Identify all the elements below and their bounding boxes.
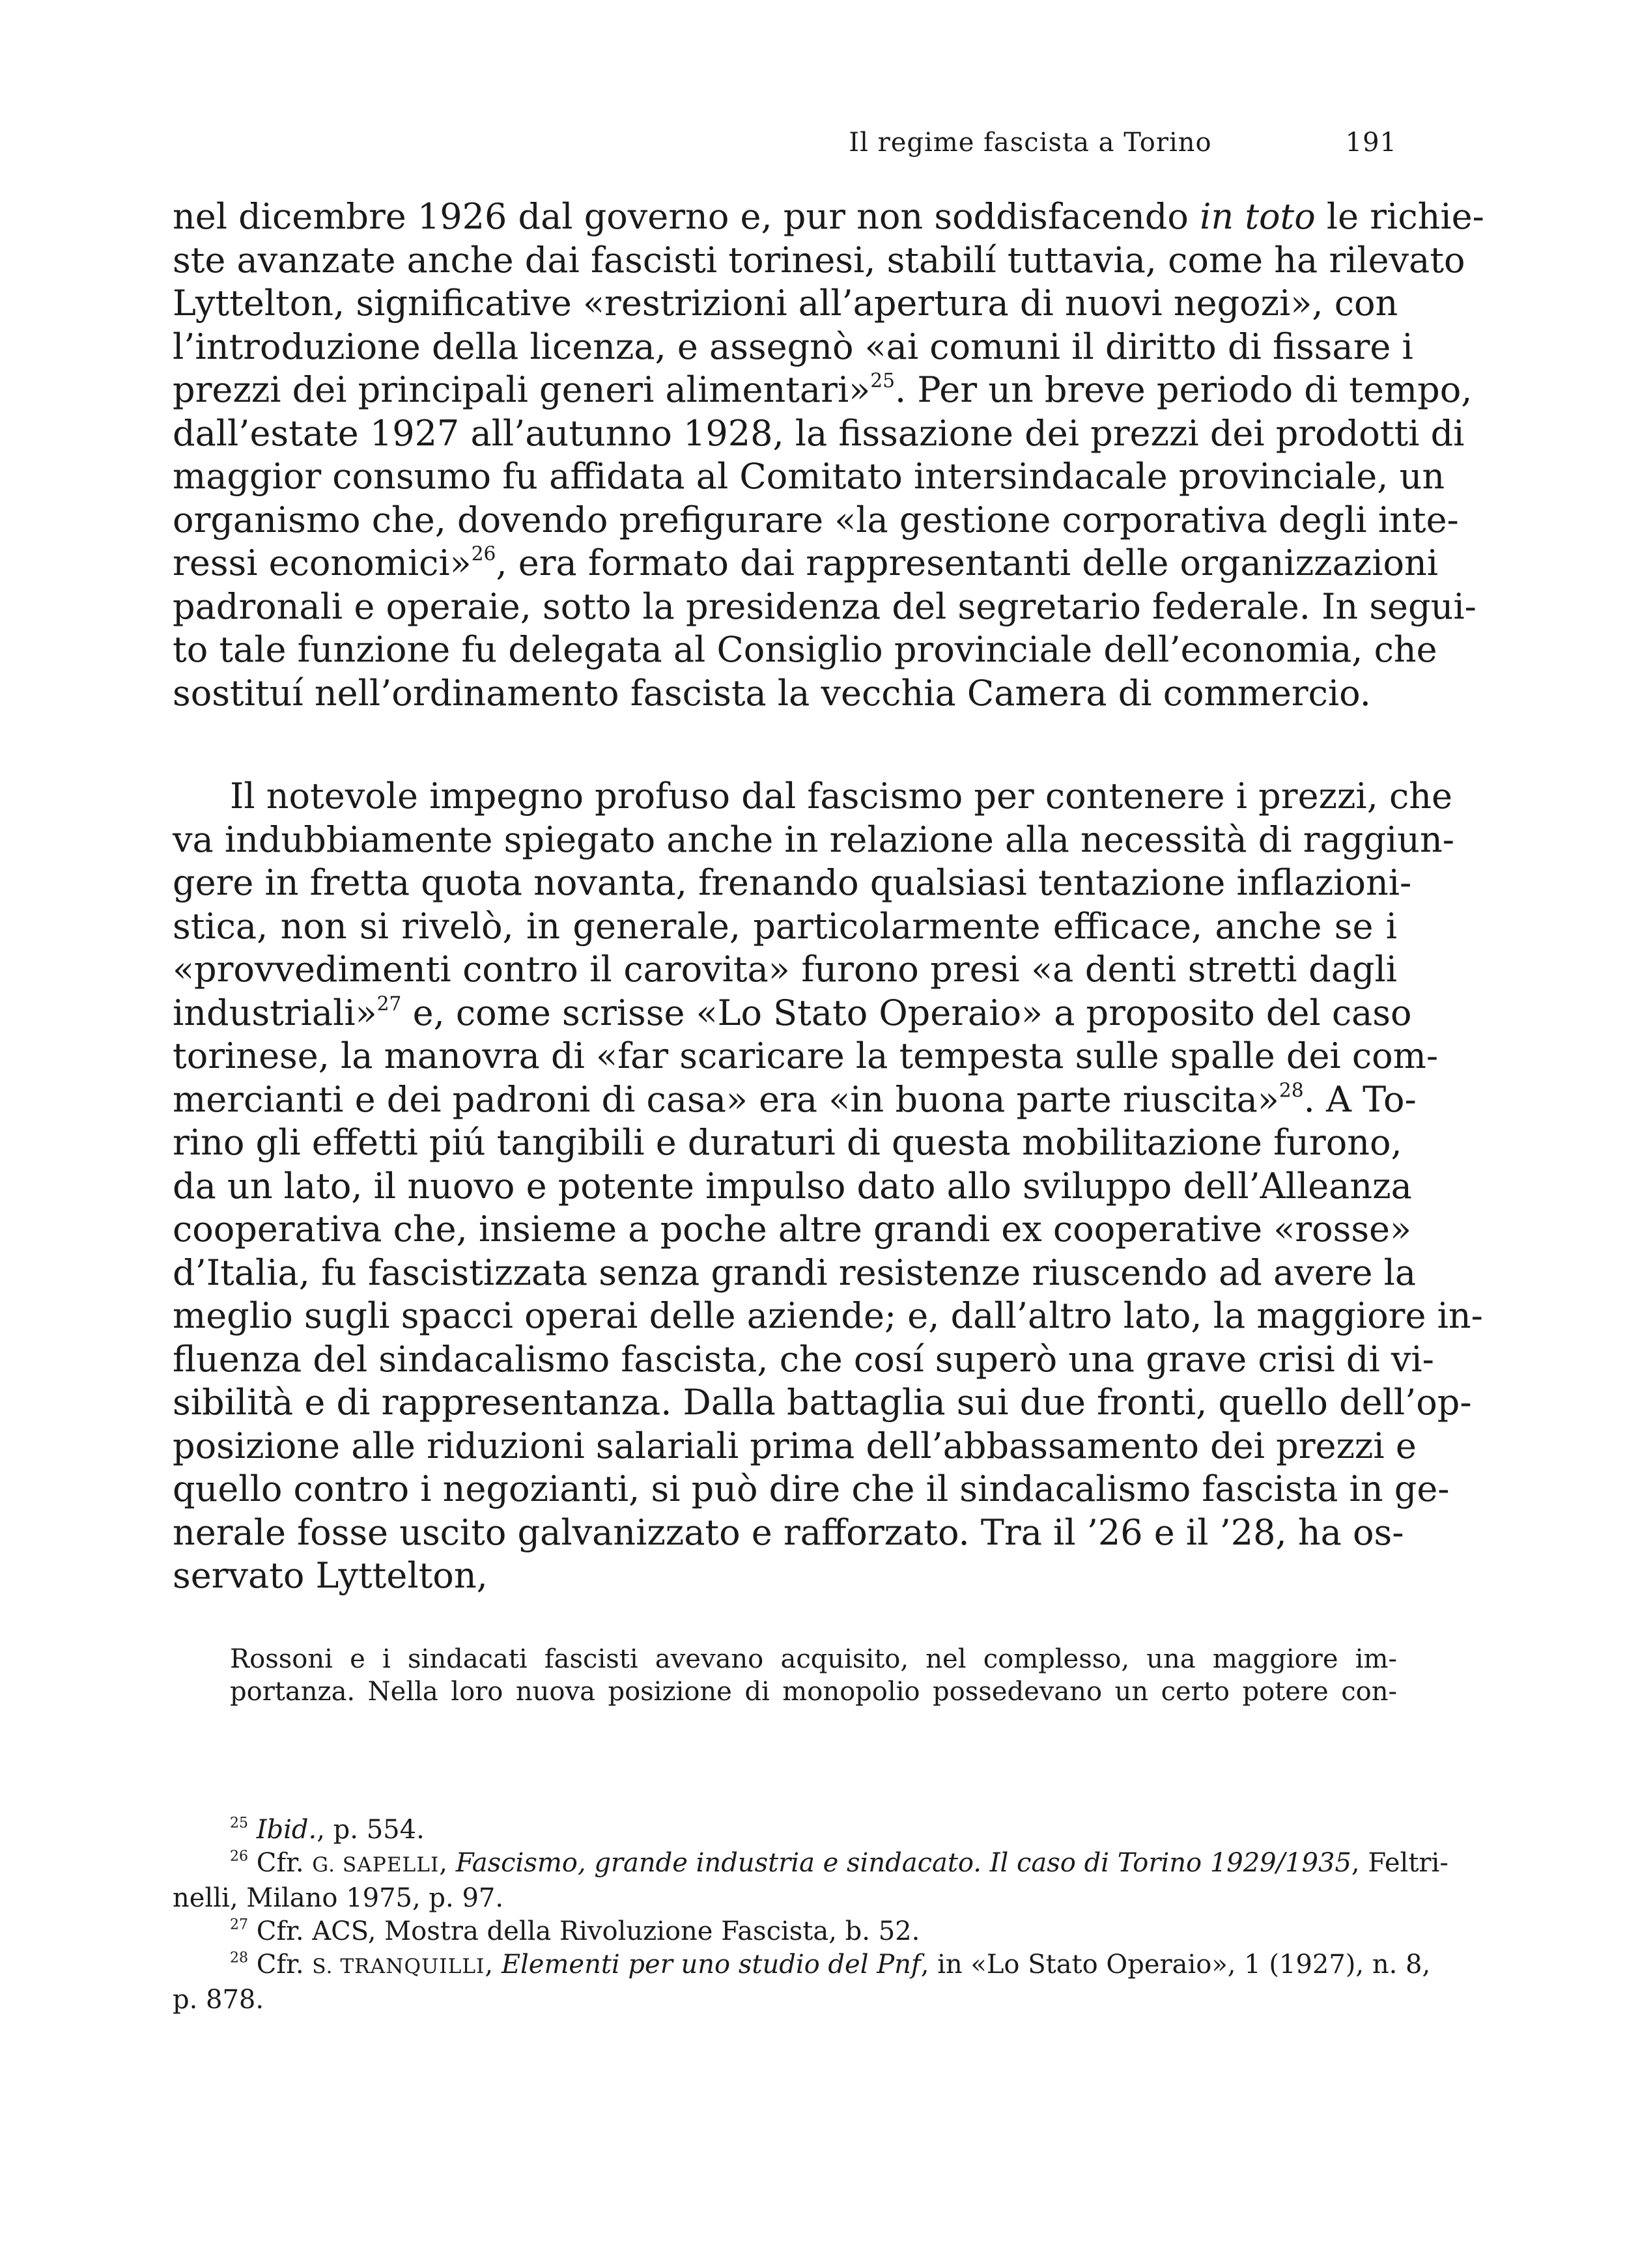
- text-run: . Per un breve periodo di tempo,: [895, 369, 1473, 410]
- footnote-ref: 27: [376, 992, 402, 1016]
- footnote-ref: 26: [230, 1848, 248, 1865]
- text-run: [248, 1815, 257, 1845]
- text-line: [173, 1915, 1397, 1948]
- text-line: [173, 1165, 1412, 1209]
- text-run: industriali»: [173, 992, 377, 1033]
- text-line: [173, 1847, 1448, 1882]
- text-line: [173, 1882, 1397, 1915]
- text-run: e, come scrisse «Lo Stato Operaio» a proposito del caso: [401, 992, 1412, 1033]
- footnote-ref: 28: [1279, 1079, 1304, 1102]
- footnote-ref: 25: [230, 1815, 248, 1832]
- body-paragraph-2: [173, 775, 1483, 1598]
- footnotes: [173, 1813, 1448, 2017]
- text-run: , Feltri-: [1351, 1848, 1448, 1878]
- text-line: [173, 1983, 1397, 2017]
- text-run: prezzi dei principali generi alimentari»: [173, 369, 871, 410]
- text-line: [173, 905, 1397, 949]
- text-line: [173, 1813, 1397, 1847]
- text-line: [173, 412, 1465, 456]
- text-run: mercianti e dei padroni di casa» era «in buona parte riuscita»: [173, 1078, 1279, 1120]
- text-run: Cfr. ACS, Mostra della Rivoluzione Fascista, b. 52.: [248, 1916, 920, 1946]
- text-run: le richie-: [1315, 196, 1484, 237]
- text-run: , era formato dai rappresentanti delle organizzazioni: [496, 542, 1439, 583]
- block-quote: [230, 1643, 1397, 1708]
- text-line: [173, 1338, 1434, 1382]
- text-line: [173, 819, 1454, 862]
- text-line: [230, 1675, 1397, 1708]
- text-run: portanza. Nella loro nuova posizione di monopolio possedevano un certo potere con-: [230, 1677, 1397, 1707]
- text-run: ,: [439, 1848, 456, 1878]
- text-line: [173, 672, 1397, 716]
- text-run: nel dicembre 1926 dal governo e, pur non soddisfacendo: [173, 196, 1200, 237]
- text-run: sibilità e di rappresentanza. Dalla battaglia sui due fronti, quello dell’op-: [173, 1382, 1472, 1423]
- text-line: [173, 585, 1477, 629]
- text-run: torinese, la manovra di «far scaricare la tempesta sulle spalle dei com-: [173, 1035, 1439, 1076]
- text-run: maggior consumo fu affidata al Comitato intersindacale provinciale, un: [173, 456, 1445, 497]
- text-run: Cfr.: [248, 1848, 313, 1878]
- text-run: quello contro i negozianti, si può dire che il sindacalismo fascista in ge-: [173, 1468, 1450, 1509]
- footnote-ref: 25: [870, 369, 896, 393]
- text-run: meglio sugli spacci operai delle aziende; e, dall’altro lato, la maggiore in-: [173, 1295, 1483, 1336]
- text-run: ,: [485, 1950, 502, 1980]
- text-line: [173, 1511, 1404, 1555]
- body-paragraph-1: [173, 195, 1484, 715]
- italic-text: Elementi per uno studio del Pnf: [501, 1950, 921, 1980]
- text-run: ressi economici»: [173, 542, 472, 583]
- text-run: fluenza del sindacalismo fascista, che cosí superò una grave crisi di vi-: [173, 1338, 1434, 1380]
- text-run: nerale fosse uscito galvanizzato e rafforzato. Tra il ’26 e il ’28, ha os-: [173, 1511, 1404, 1553]
- text-run: , in «Lo Stato Operaio», 1 (1927), n. 8,: [920, 1950, 1431, 1980]
- text-line: [173, 948, 1397, 992]
- running-title: Il regime fascista a Torino: [849, 128, 1212, 158]
- footnote-ref: 27: [230, 1916, 248, 1933]
- text-run: servato Lyttelton,: [173, 1555, 488, 1596]
- text-run: nelli, Milano 1975, p. 97.: [173, 1883, 504, 1913]
- author-name: S. TRANQUILLI: [312, 1955, 485, 1978]
- text-line: [173, 1425, 1417, 1468]
- text-line: [173, 542, 1439, 585]
- text-run: rino gli effetti piú tangibili e duraturi di questa mobilitazione furono,: [173, 1122, 1402, 1163]
- text-line: [173, 1295, 1483, 1338]
- text-run: l’introduzione della licenza, e assegnò «ai comuni il diritto di fissare i: [173, 326, 1413, 367]
- text-line: [173, 499, 1459, 542]
- italic-text: in toto: [1200, 196, 1316, 237]
- text-run: . A To-: [1303, 1078, 1417, 1120]
- text-run: stica, non si rivelò, in generale, particolarmente efficace, anche se i: [173, 905, 1397, 947]
- text-run: d’Italia, fu fascistizzata senza grandi resistenze riuscendo ad avere la: [173, 1252, 1417, 1293]
- text-run: Lyttelton, significative «restrizioni all’apertura di nuovi negozi», con: [173, 283, 1398, 324]
- text-run: p. 878.: [173, 1985, 264, 2015]
- text-run: posizione alle riduzioni salariali prima dell’abbassamento dei prezzi e: [173, 1425, 1417, 1466]
- text-line: [173, 628, 1437, 672]
- text-run: gere in fretta quota novanta, frenando qualsiasi tentazione inflazioni-: [173, 862, 1412, 903]
- text-line: [173, 992, 1412, 1035]
- italic-text: Fascismo, grande industria e sindacato. Il caso di Torino 1929/1935: [455, 1848, 1351, 1878]
- text-line: [173, 1252, 1417, 1295]
- running-header: [173, 128, 1397, 158]
- page-number: 191: [1345, 128, 1397, 158]
- footnote-ref: 28: [230, 1950, 248, 1967]
- text-line: [173, 282, 1397, 326]
- text-run: «provvedimenti contro il carovita» furono presi «a denti stretti dagli: [173, 949, 1397, 990]
- text-line: [173, 195, 1484, 239]
- text-run: organismo che, dovendo prefigurare «la gestione corporativa degli inte-: [173, 499, 1459, 540]
- text-line: [173, 455, 1445, 499]
- text-line: [173, 1381, 1472, 1425]
- text-line: [173, 1035, 1439, 1078]
- text-line: [173, 1208, 1412, 1252]
- text-line: [173, 775, 1453, 819]
- text-run: , p. 554.: [317, 1815, 425, 1845]
- text-run: dall’estate 1927 all’autunno 1928, la fissazione dei prezzi dei prodotti di: [173, 412, 1465, 454]
- text-line: [173, 326, 1413, 369]
- text-line: [173, 1948, 1431, 1983]
- text-run: cooperativa che, insieme a poche altre grandi ex cooperative «rosse»: [173, 1209, 1412, 1250]
- text-line: [173, 369, 1473, 412]
- text-run: va indubbiamente spiegato anche in relazione alla necessità di raggiun-: [173, 819, 1454, 860]
- text-line: [173, 1468, 1450, 1511]
- text-line: [173, 1078, 1417, 1122]
- text-line: [173, 1554, 1397, 1598]
- text-line: [230, 1643, 1397, 1675]
- italic-text: Ibid.: [256, 1815, 317, 1845]
- text-line: [173, 861, 1412, 905]
- text-line: [173, 1121, 1402, 1165]
- text-line: [173, 239, 1465, 283]
- text-run: padronali e operaie, sotto la presidenza del segretario federale. In segui-: [173, 585, 1477, 627]
- author-name: G. SAPELLI: [312, 1853, 440, 1877]
- text-run: Rossoni e i sindacati fascisti avevano acquisito, nel complesso, una maggiore im-: [230, 1644, 1397, 1674]
- text-run: da un lato, il nuovo e potente impulso dato allo sviluppo dell’Alleanza: [173, 1165, 1412, 1207]
- text-run: Cfr.: [248, 1950, 313, 1980]
- footnote-ref: 26: [471, 542, 496, 566]
- text-run: ste avanzate anche dai fascisti torinesi, stabilí tuttavia, come ha rilevato: [173, 239, 1465, 281]
- text-run: to tale funzione fu delegata al Consiglio provinciale dell’economia, che: [173, 629, 1437, 670]
- text-run: sostituí nell’ordinamento fascista la vecchia Camera di commercio.: [173, 672, 1371, 714]
- text-run: Il notevole impegno profuso dal fascismo per contenere i prezzi, che: [230, 776, 1453, 817]
